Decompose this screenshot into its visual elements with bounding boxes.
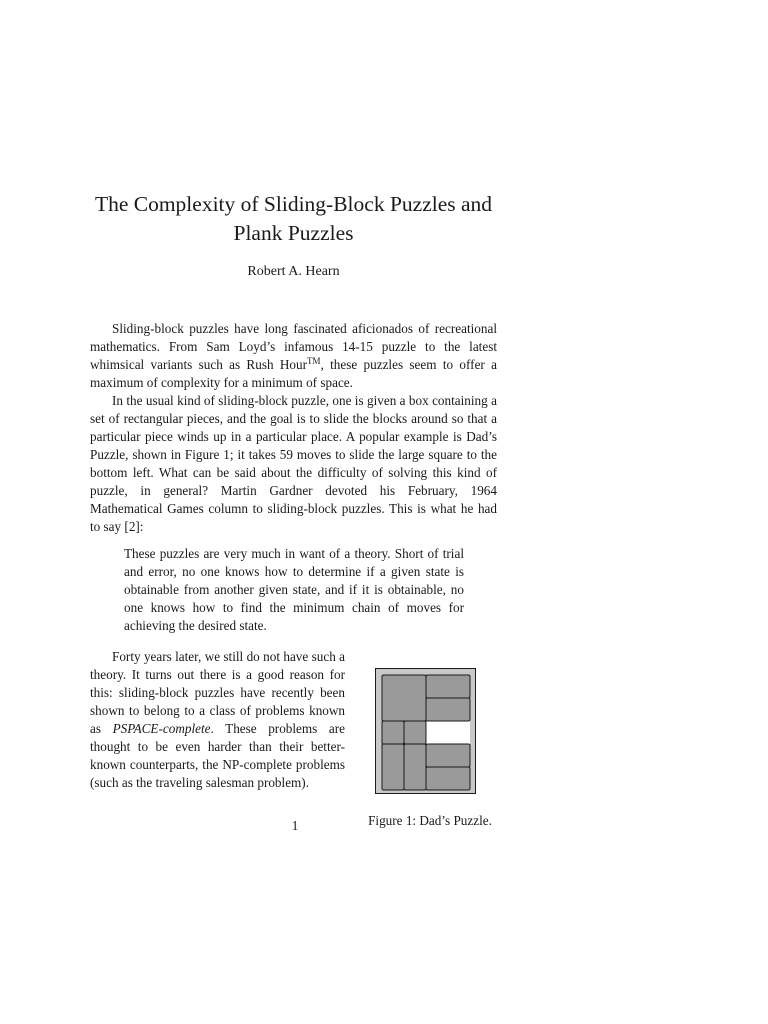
wide-block-top [426,675,470,698]
paragraph-3 [90,648,345,792]
paragraph-1-text-b: , these puzzles seem to offer a maximum of complexity for a minimum of space. [90,357,497,390]
gardner-quote: These puzzles are very much in want of a theory. Short of trial and error, no one knows how to determine if a given state is obtainable from another given state, and if it is obtainable, no one knows how to find the minimum chain of moves for achieving the desired state. [124,546,464,633]
author-name: Robert A. Hearn [247,264,340,279]
wide-block-fourth [426,744,470,767]
paragraph-1-text-a: Sliding-block puzzles have long fascinated aficionados of recreational mathematics. From Sam Loyd’s infamous 14-15 puzzle to the latest whimsical variants such as Rush Hour [90,321,497,372]
paragraph-3-text-a: Forty years later, we still do not have such a theory. It turns out there is a good reason for this: sliding-block puzzles have recently been shown to belong to a class of problems known as [90,649,345,736]
figure-dads-puzzle [375,668,476,794]
intro-body [90,320,497,536]
dads-puzzle-diagram [375,668,476,794]
tall-block-left [382,744,404,790]
large-square-block [382,675,426,721]
pspace-complete-term: PSPACE-complete [112,721,211,736]
small-block-left [382,721,404,744]
paragraph-2: In the usual kind of sliding-block puzzle, one is given a box containing a set of rectangular pieces, and the goal is to slide the blocks around so that a particular piece winds up in a particular place. A popular example is Dad’s Puzzle, shown in Figure 1; it takes 59 moves to slide the large square to the bottom left. What can be said about the difficulty of solving this kind of puzzle, in general? Martin Gardner devoted his February, 1964 Mathematical Games column to sliding-block puzzles. This is what he had to say [2]: [90,393,497,534]
paragraph-3-column [90,648,345,792]
paragraph-1 [90,320,497,392]
tall-block-right [404,744,426,790]
small-block-right [404,721,426,744]
paper-title: The Complexity of Sliding-Block Puzzles and Plank Puzzles [94,192,493,245]
paragraph-3-text-b: . These problems are thought to be even harder than their better-known counterparts, the NP-complete problems (such as the traveling salesman problem). [90,721,345,790]
wide-block-second [426,698,470,721]
page-number: 1 [291,818,299,833]
figure-caption: Figure 1: Dad’s Puzzle. [368,813,492,828]
trademark-mark: TM [306,356,321,366]
empty-space [426,721,470,744]
wide-block-bottom [426,767,470,790]
